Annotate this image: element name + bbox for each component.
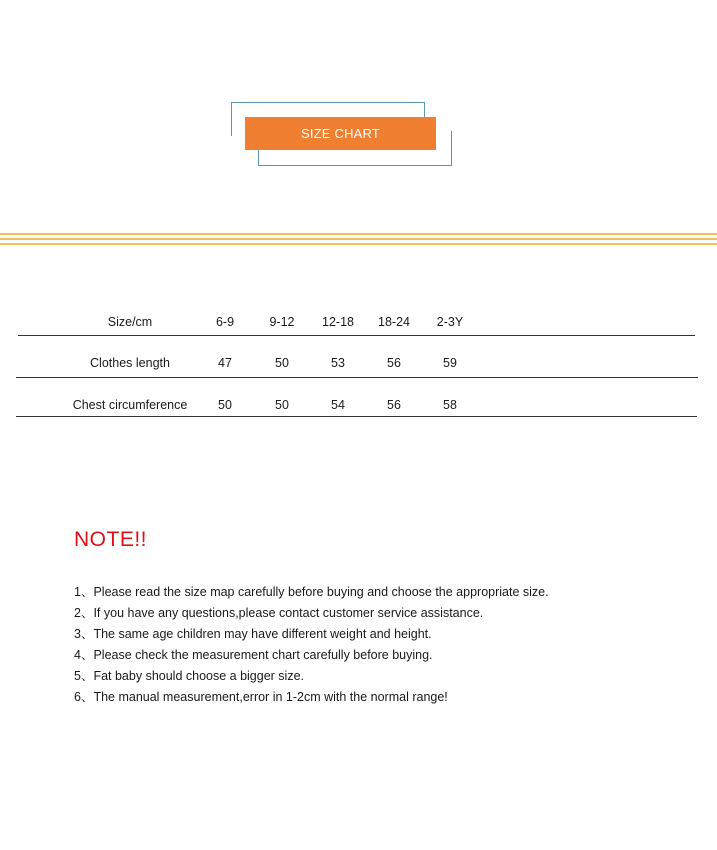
table-cell: 50 bbox=[275, 398, 289, 412]
table-header-cell: 9-12 bbox=[269, 315, 295, 329]
table-header-cell: 18-24 bbox=[378, 315, 410, 329]
table-cell: 58 bbox=[443, 398, 457, 412]
list-item: 4、Please check the measurement chart carefully before buying. bbox=[74, 648, 433, 662]
list-item: 2、If you have any questions,please contact customer service assistance. bbox=[74, 606, 484, 620]
table-header-cell: 2-3Y bbox=[436, 315, 464, 329]
table-cell: Clothes length bbox=[90, 356, 170, 370]
list-item: 3、The same age children may have different weight and height. bbox=[74, 627, 432, 641]
table-cell: 50 bbox=[218, 398, 232, 412]
notes-list bbox=[74, 584, 549, 710]
list-item: 5、Fat baby should choose a bigger size. bbox=[74, 669, 304, 683]
table-cell: 56 bbox=[387, 398, 401, 412]
table-header-cell: 6-9 bbox=[215, 315, 235, 329]
table-cell: Chest circumference bbox=[72, 398, 188, 412]
note-heading: NOTE!! bbox=[74, 528, 148, 551]
list-item: 1、Please read the size map carefully before buying and choose the appropriate size. bbox=[74, 585, 549, 599]
table-row bbox=[0, 356, 717, 376]
table-cell: 56 bbox=[387, 356, 401, 370]
size-chart-banner: SIZE CHART bbox=[245, 117, 436, 150]
table-rule bbox=[16, 416, 697, 417]
table-row bbox=[0, 398, 717, 418]
table-rule bbox=[18, 335, 695, 336]
table-cell: 50 bbox=[275, 356, 289, 370]
table-cell: 53 bbox=[331, 356, 345, 370]
table-cell: 59 bbox=[443, 356, 457, 370]
table-cell: 47 bbox=[218, 356, 232, 370]
table-cell: 54 bbox=[331, 398, 345, 412]
table-rule bbox=[16, 377, 698, 378]
list-item: 6、The manual measurement,error in 1-2cm with the normal range! bbox=[74, 690, 448, 704]
table-header-cell: 12-18 bbox=[322, 315, 354, 329]
table-header-row bbox=[0, 315, 717, 335]
table-header-cell: Size/cm bbox=[107, 315, 153, 329]
